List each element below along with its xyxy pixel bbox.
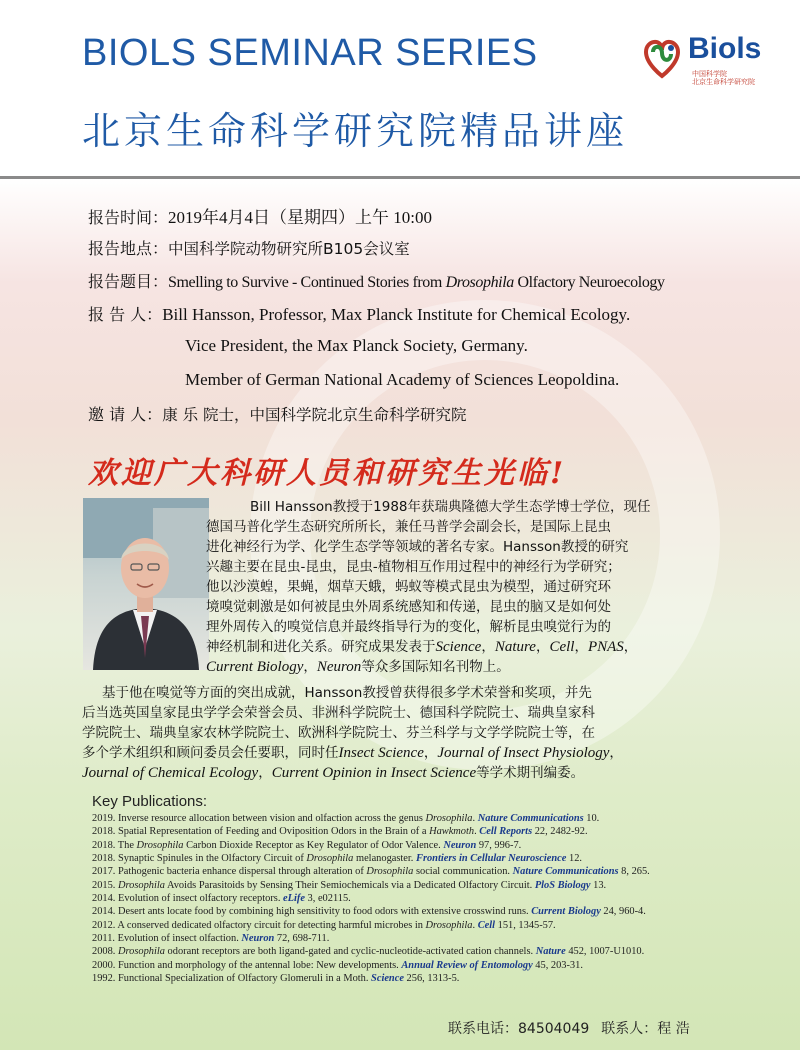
publication-text: 3, e02115. — [304, 893, 351, 905]
bio2-line-3: 学院院士、瑞典皇家农林学院院士、欧洲科学院院士、芬兰科学与文学学院院士等，在 — [82, 725, 595, 741]
bio-sep: ， — [609, 745, 623, 761]
logo-text: Biols — [688, 32, 762, 65]
bio-line-2: 德国马普化学生态研究所所长，兼任马普学会副会长，是国际上昆虫 — [206, 519, 611, 535]
publication-text: 2011. Evolution of insect olfaction. — [92, 933, 242, 945]
publication-text: 2014. Evolution of insect olfactory receptors. — [92, 893, 284, 905]
journal-current-biology: Current Biology — [206, 659, 304, 675]
publication-text: 2018. The — [92, 839, 137, 851]
bio-line-4: 兴趣主要在昆虫-昆虫，昆虫-植物相互作用过程中的神经行为学研究； — [206, 559, 621, 575]
publication-journal: Annual Review of Entomology — [401, 959, 533, 971]
journal-insect-physiology: Journal of Insect Physiology — [437, 745, 610, 761]
journal-insect-science: Insect Science — [338, 745, 424, 761]
publication-item — [92, 865, 792, 878]
bio-line-8 — [206, 638, 637, 657]
speaker-label: 报 告 人： — [88, 305, 163, 324]
host-label: 邀 请 人： — [88, 405, 163, 424]
publication-item — [92, 812, 792, 825]
bio-text: 多个学术组织和顾问委员会任要职，同时任 — [82, 745, 339, 761]
publication-text: odorant receptors are both ligand-gated and cyclic-nucleotide-activated cation channels. — [164, 946, 536, 958]
publication-journal: eLife — [283, 893, 305, 905]
publication-text: 2018. Spatial Representation of Feeding and Oviposition Odors in the Brain of a — [92, 826, 430, 838]
bio-line-1: Bill Hansson教授于1988年获瑞典隆德大学生态学博士学位，现任 — [250, 499, 651, 515]
welcome-banner: 欢迎广大科研人员和研究生光临! — [88, 456, 567, 491]
publication-text: Drosophila — [117, 946, 165, 958]
publication-item — [92, 972, 792, 985]
bio-sep: ， — [574, 639, 588, 655]
publication-text: 8, 265. — [618, 866, 650, 878]
bio-line-9 — [206, 658, 510, 677]
bio-text: 等学术期刊编委。 — [476, 765, 585, 781]
publication-text: 256, 1313-5. — [403, 973, 460, 985]
publication-item — [92, 959, 792, 972]
speaker-photo — [83, 498, 209, 670]
host-value: 康 乐 院士，中国科学院北京生命科学研究院 — [162, 406, 467, 424]
bio-text: 神经机制和进化关系。研究成果发表于 — [206, 639, 436, 655]
info-host — [88, 402, 467, 425]
topic-label: 报告题目： — [88, 272, 169, 291]
publication-item — [92, 825, 792, 838]
topic-text-a: Smelling to Survive - Continued Stories from — [168, 274, 446, 291]
publication-text: . — [472, 919, 478, 931]
title-english: BIOLS SEMINAR SERIES — [82, 32, 538, 74]
info-time — [88, 203, 432, 228]
publication-item — [92, 892, 792, 905]
publication-text: Drosophila — [366, 866, 414, 878]
bio-sep: ， — [303, 659, 317, 675]
bio-line-6: 境嗅觉刺激是如何被昆虫外周系统感知和传递，昆虫的脑又是如何处 — [206, 599, 611, 615]
publication-text: 452, 1007-U1010. — [565, 946, 645, 958]
phone-label: 联系电话： — [448, 1021, 518, 1037]
publication-text: 151, 1345-57. — [495, 919, 556, 931]
publication-journal: Nature — [535, 946, 566, 958]
publication-item — [92, 945, 792, 958]
bio-sep: ， — [481, 639, 495, 655]
topic-value — [168, 274, 665, 291]
publication-text: Drosophila — [117, 879, 165, 891]
publication-text: 97, 996-7. — [476, 839, 522, 851]
publication-journal: Science — [371, 973, 404, 985]
publication-text: 22, 2482-92. — [532, 826, 588, 838]
publication-text: 2018. Synaptic Spinules in the Olfactory Circuit of — [92, 853, 307, 865]
publication-text: melanogaster. — [353, 853, 417, 865]
place-value: 中国科学院动物研究所B105会议室 — [168, 240, 410, 258]
publication-text: 1992. Functional Specialization of Olfactory Glomeruli in a Moth. — [92, 973, 372, 985]
bio-sep: ， — [423, 745, 438, 761]
publication-journal: PloS Biology — [534, 879, 591, 891]
bio-line-5: 他以沙漠蝗，果蝇，烟草天蛾，蚂蚁等模式昆虫为模型，通过研究环 — [206, 579, 611, 595]
header-divider — [0, 176, 800, 179]
publication-journal: Frontiers in Cellular Neuroscience — [416, 853, 567, 865]
bio2-line-2: 后当选英国皇家昆虫学学会荣誉会员、非洲科学院院士、德国科学院院士、瑞典皇家科 — [82, 705, 595, 721]
contact-person-label: 联系人： — [601, 1021, 658, 1037]
journal-chemical-ecology: Journal of Chemical Ecology — [82, 765, 259, 781]
publication-list — [92, 812, 792, 985]
publication-text: 2012. A conserved dedicated olfactory circuit for detecting harmful microbes in — [92, 919, 426, 931]
publication-journal: Current Biology — [531, 906, 601, 918]
publication-text: Drosophila — [425, 813, 473, 824]
publication-text: Avoids Parasitoids by Sensing Their Semiochemicals via a Dedicated Olfactory Circuit. — [164, 879, 535, 891]
info-speaker — [88, 302, 630, 325]
publication-text: . — [474, 826, 480, 838]
logo-subtitle-cas: 中国科学院 — [692, 70, 727, 78]
topic-text-species: Drosophila — [445, 274, 514, 291]
publication-item — [92, 919, 792, 932]
publication-item — [92, 932, 792, 945]
time-value: 2019年4月4日（星期四）上午 10:00 — [168, 208, 432, 227]
publication-text: . — [472, 813, 478, 824]
bio-sep: ， — [623, 639, 638, 655]
publication-journal: Neuron — [241, 933, 275, 945]
journal-science: Science — [435, 639, 482, 655]
topic-text-c: Olfactory Neuroecology — [513, 274, 665, 291]
biols-logo-icon — [640, 36, 684, 80]
speaker-line-2: Vice President, the Max Planck Society, Germany. — [185, 336, 528, 355]
publication-text: Hawkmoth — [429, 826, 475, 838]
title-chinese: 北京生命科学研究院精品讲座 — [82, 109, 629, 153]
info-place — [88, 236, 410, 259]
bio2-line-1: 基于他在嗅觉等方面的突出成就，Hansson教授曾获得很多学术荣誉和奖项，并先 — [102, 685, 592, 701]
publication-journal: Neuron — [443, 839, 477, 851]
bio2-line-5 — [82, 764, 584, 783]
publication-text: 2015. — [92, 879, 118, 891]
publication-journal: Nature Communications — [512, 866, 619, 878]
publication-text: 10. — [583, 813, 600, 824]
header — [0, 0, 800, 170]
time-label: 报告时间： — [88, 208, 169, 227]
contact-info — [448, 1018, 690, 1038]
publication-text: 24, 960-4. — [600, 906, 646, 918]
journal-nature: Nature — [494, 639, 536, 655]
publication-text: 45, 203-31. — [532, 959, 583, 971]
publication-journal: Nature Communications — [477, 813, 584, 824]
bio-sep: ， — [535, 639, 550, 655]
journal-current-opinion: Current Opinion in Insect Science — [271, 765, 477, 781]
phone-number: 84504049 — [518, 1021, 590, 1037]
publication-journal: Cell — [477, 919, 496, 931]
speaker-portrait-image — [83, 498, 209, 670]
info-topic — [88, 269, 665, 292]
speaker-line-1: Bill Hansson, Professor, Max Planck Institute for Chemical Ecology. — [162, 305, 631, 324]
publication-text: 72, 698-711. — [274, 933, 330, 945]
publication-text: 2000. Function and morphology of the antennal lobe: New developments. — [92, 959, 402, 971]
publication-journal: Cell Reports — [479, 826, 533, 838]
speaker-line-3: Member of German National Academy of Sciences Leopoldina. — [185, 370, 620, 389]
biols-logo — [640, 32, 770, 84]
bio-line-3: 进化神经行为学、化学生态学等领域的著名专家。Hansson教授的研究 — [206, 539, 629, 555]
publication-text: 2014. Desert ants locate food by combining high sensitivity to food odors with extensive crosswind runs. — [92, 906, 532, 918]
bio2-line-4 — [82, 744, 623, 763]
publication-item — [92, 839, 792, 852]
key-publications-heading: Key Publications: — [92, 793, 208, 810]
journal-neuron: Neuron — [316, 659, 362, 675]
bio-sep: ， — [258, 765, 272, 781]
publication-text: 13. — [590, 879, 607, 891]
place-label: 报告地点： — [88, 239, 169, 258]
publication-text: 2017. Pathogenic bacteria enhance dispersal through alteration of — [92, 866, 367, 878]
publication-item — [92, 879, 792, 892]
bio-text: 等众多国际知名刊物上。 — [361, 659, 510, 675]
publication-text: 2019. Inverse resource allocation between vision and olfaction across the genus — [92, 813, 426, 824]
logo-subtitle-institute: 北京生命科学研究院 — [692, 78, 755, 86]
publication-text: Drosophila — [306, 853, 354, 865]
publication-text: 2008. — [92, 946, 118, 958]
journal-cell: Cell — [549, 639, 575, 655]
publication-text: Drosophila — [425, 919, 473, 931]
bio-line-7: 理外周传入的嗅觉信息并最终指导行为的变化，解析昆虫嗅觉行为的 — [206, 619, 611, 635]
journal-pnas: PNAS — [587, 639, 624, 655]
publication-item — [92, 905, 792, 918]
publication-text: social communication. — [413, 866, 513, 878]
publication-text: Drosophila — [136, 839, 184, 851]
publication-item — [92, 852, 792, 865]
publication-text: 12. — [566, 853, 582, 865]
publication-text: Carbon Dioxide Receptor as Key Regulator of Odor Valence. — [183, 839, 444, 851]
contact-person: 程 浩 — [657, 1021, 690, 1037]
